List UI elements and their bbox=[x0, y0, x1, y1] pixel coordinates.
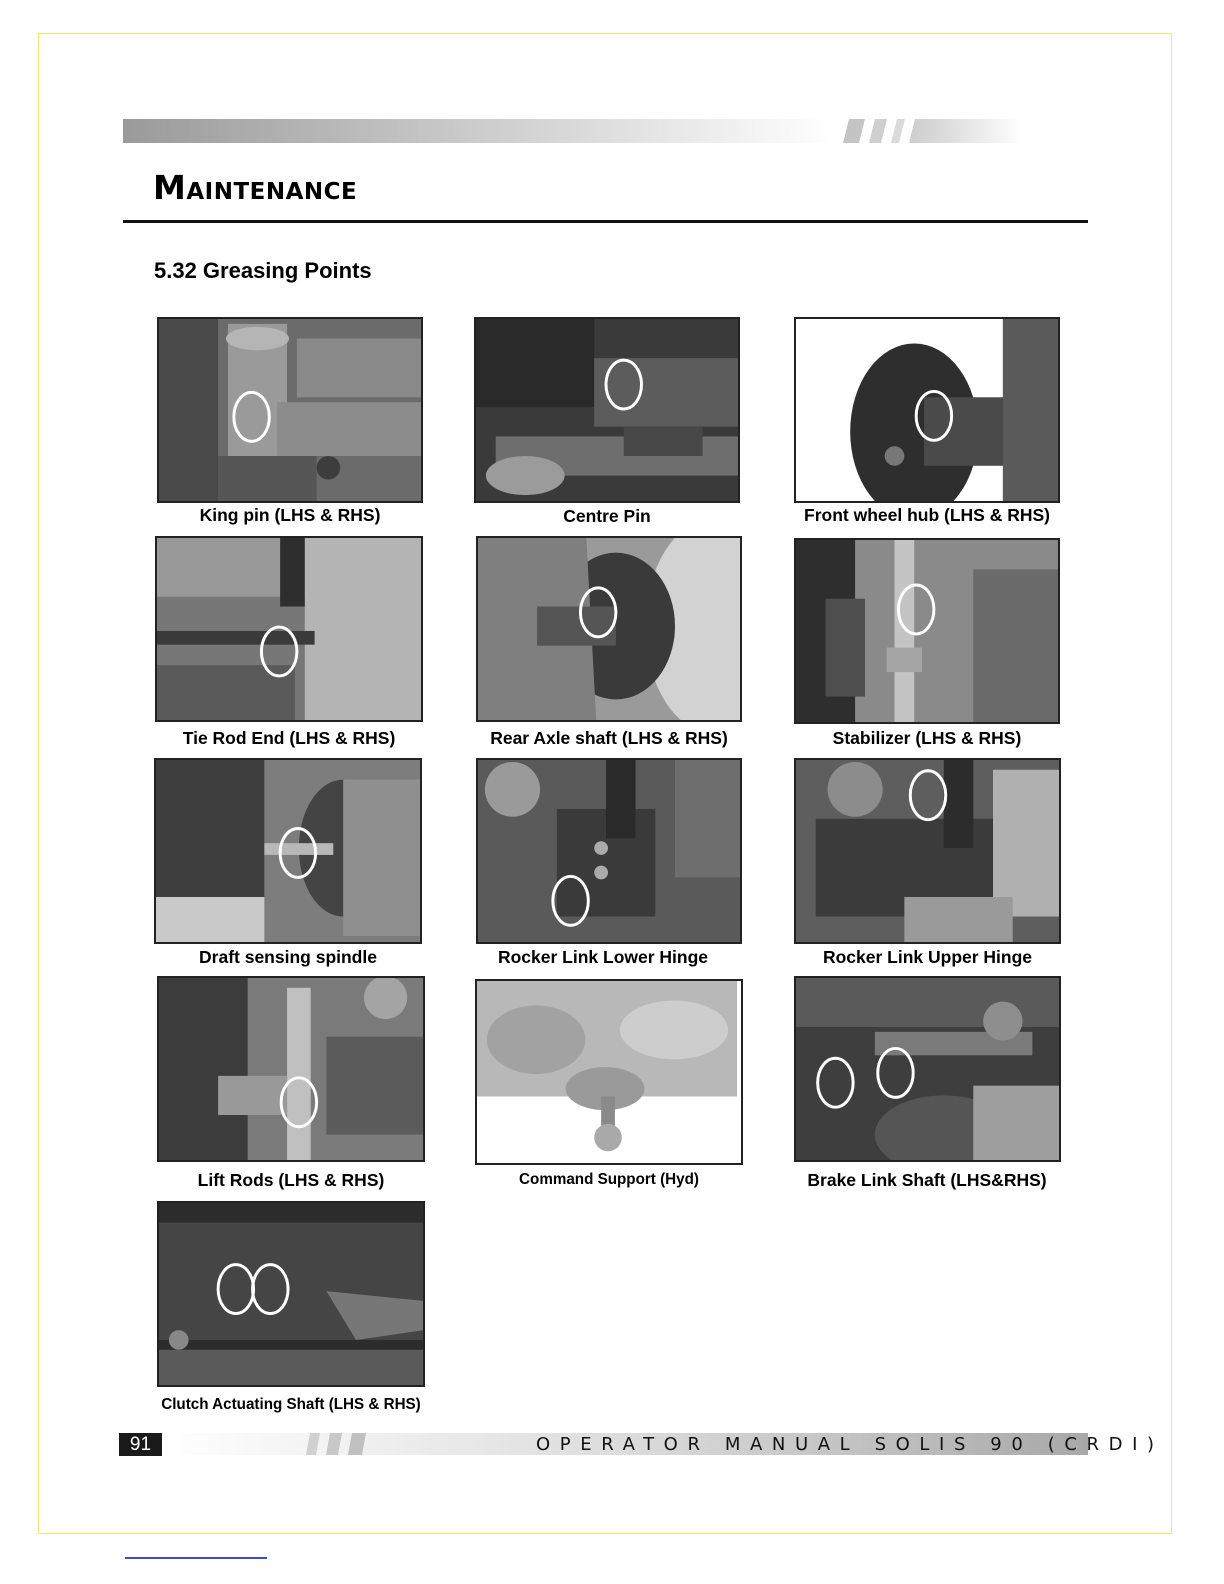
command-support-caption: Command Support (Hyd) bbox=[519, 1171, 699, 1188]
king-pin-photo bbox=[157, 317, 423, 503]
rear-axle-shaft-caption: Rear Axle shaft (LHS & RHS) bbox=[490, 728, 728, 748]
tie-rod-end-photo bbox=[155, 536, 423, 722]
lift-rods-photo bbox=[157, 976, 425, 1162]
rocker-link-upper-hinge-caption: Rocker Link Upper Hinge bbox=[822, 947, 1033, 967]
page-title: Maintenance bbox=[153, 168, 358, 207]
command-support-photo bbox=[475, 979, 743, 1165]
king-pin-caption: King pin (LHS & RHS) bbox=[199, 505, 381, 525]
rocker-link-lower-hinge-photo bbox=[476, 758, 742, 944]
clutch-actuating-shaft-caption: Clutch Actuating Shaft (LHS & RHS) bbox=[161, 1396, 421, 1413]
title-divider bbox=[123, 220, 1088, 223]
rocker-link-lower-hinge-caption: Rocker Link Lower Hinge bbox=[497, 947, 709, 967]
front-wheel-hub-photo bbox=[794, 317, 1060, 503]
brake-link-shaft-photo bbox=[794, 976, 1061, 1162]
centre-pin-caption: Centre Pin bbox=[563, 506, 651, 526]
lift-rods-caption: Lift Rods (LHS & RHS) bbox=[197, 1170, 385, 1190]
page-number: 91 bbox=[119, 1433, 162, 1456]
rear-axle-shaft-photo bbox=[476, 536, 742, 722]
centre-pin-photo bbox=[474, 317, 740, 503]
tie-rod-end-caption: Tie Rod End (LHS & RHS) bbox=[182, 728, 396, 748]
section-heading: 5.32 Greasing Points bbox=[154, 258, 372, 283]
front-wheel-hub-caption: Front wheel hub (LHS & RHS) bbox=[804, 505, 1050, 525]
bottom-link-underline bbox=[125, 1557, 267, 1559]
stabilizer-caption: Stabilizer (LHS & RHS) bbox=[832, 728, 1022, 748]
draft-sensing-spindle-photo bbox=[154, 758, 422, 944]
header-decorative-bar bbox=[123, 119, 1023, 143]
draft-sensing-spindle-caption: Draft sensing spindle bbox=[199, 947, 377, 967]
clutch-actuating-shaft-photo bbox=[157, 1201, 425, 1387]
brake-link-shaft-caption: Brake Link Shaft (LHS&RHS) bbox=[807, 1170, 1047, 1190]
rocker-link-upper-hinge-photo bbox=[794, 758, 1061, 944]
stabilizer-photo bbox=[794, 538, 1060, 724]
manual-title: OPERATOR MANUAL SOLIS 90 (CRDI) bbox=[536, 1434, 1164, 1455]
